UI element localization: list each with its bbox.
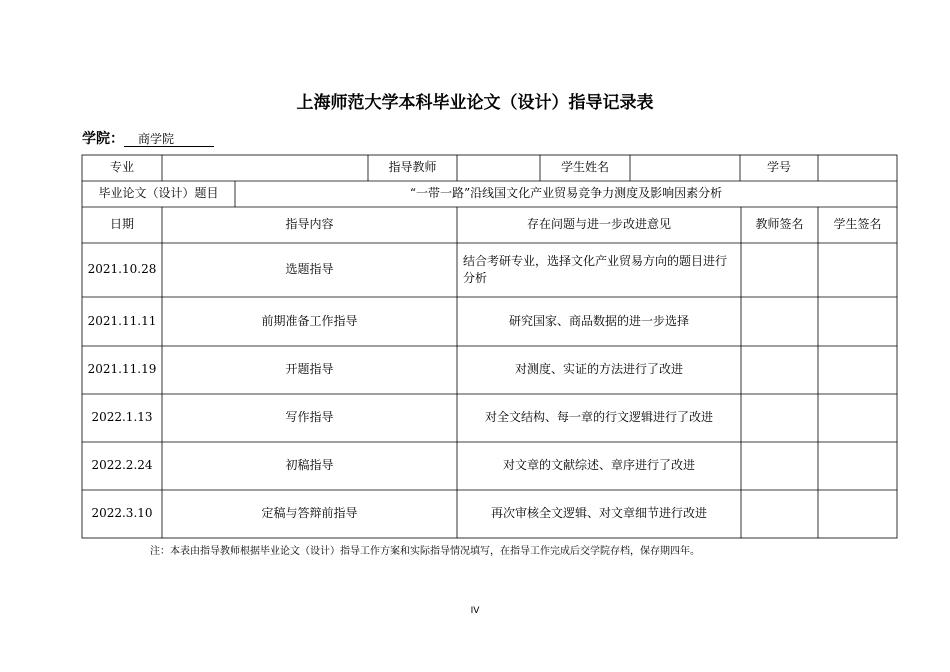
- page-number: IV: [470, 606, 480, 616]
- row-student-signature[interactable]: [818, 394, 897, 442]
- row-date: 2021.11.11: [87, 313, 157, 328]
- row-teacher-signature[interactable]: [741, 346, 818, 394]
- row-feedback: 对文章的文献综述、章序进行了改进: [502, 458, 695, 473]
- row-content: 定稿与答辩前指导: [261, 506, 358, 521]
- row-feedback: 对全文结构、每一章的行文逻辑进行了改进: [484, 410, 713, 425]
- row-student-signature[interactable]: [818, 243, 897, 297]
- row-date: 2022.2.24: [91, 458, 153, 473]
- row-content: 初稿指导: [285, 458, 334, 473]
- header-student-signature: 学生签名: [833, 217, 882, 232]
- student-id-label: 学号: [766, 160, 791, 175]
- row-student-signature[interactable]: [818, 490, 897, 538]
- row-teacher-signature[interactable]: [741, 297, 818, 346]
- row-content: 前期准备工作指导: [261, 313, 358, 328]
- row-student-signature[interactable]: [818, 297, 897, 346]
- college-label: 学院：: [82, 131, 124, 147]
- page-title: 上海师范大学本科毕业论文（设计）指导记录表: [296, 93, 654, 113]
- row-content: 开题指导: [285, 362, 334, 377]
- header-date: 日期: [109, 217, 134, 232]
- row-teacher-signature[interactable]: [741, 394, 818, 442]
- student-name-value[interactable]: [630, 155, 740, 181]
- row-teacher-signature[interactable]: [741, 490, 818, 538]
- row-content: 选题指导: [285, 262, 334, 277]
- topic-value: “一带一路”沿线国文化产业贸易竞争力测度及影响因素分析: [409, 186, 723, 201]
- topic-label: 毕业论文（设计）题目: [98, 186, 219, 201]
- advisor-label: 指导教师: [388, 160, 437, 175]
- row-content: 写作指导: [285, 410, 334, 425]
- row-feedback: 再次审核全文逻辑、对文章细节进行改进: [490, 506, 707, 521]
- major-value[interactable]: [162, 155, 368, 181]
- major-label: 专业: [109, 160, 134, 175]
- row-date: 2022.1.13: [91, 410, 153, 425]
- row-student-signature[interactable]: [818, 442, 897, 490]
- header-feedback: 存在问题与进一步改进意见: [526, 217, 671, 232]
- row-date: 2021.10.28: [87, 262, 157, 277]
- row-date: 2021.11.19: [87, 362, 157, 377]
- row-feedback: 研究国家、商品数据的进一步选择: [508, 313, 689, 328]
- row-teacher-signature[interactable]: [741, 243, 818, 297]
- college-value: 商学院: [124, 132, 214, 147]
- row-student-signature[interactable]: [818, 346, 897, 394]
- header-teacher-signature: 教师签名: [755, 217, 804, 232]
- header-content: 指导内容: [285, 217, 334, 232]
- student-id-value[interactable]: [818, 155, 897, 181]
- advisor-value[interactable]: [457, 155, 540, 181]
- row-teacher-signature[interactable]: [741, 442, 818, 490]
- student-name-label: 学生姓名: [560, 160, 609, 175]
- footnote: 注：本表由指导教师根据毕业论文（设计）指导工作方案和实际指导情况填写，在指导工作完成后交学院存档，保存期四年。: [150, 546, 700, 557]
- row-feedback: 结合考研专业，选择文化产业贸易方向的题目进行分析: [463, 253, 728, 285]
- row-feedback: 对测度、实证的方法进行了改进: [514, 362, 683, 377]
- row-date: 2022.3.10: [91, 506, 153, 521]
